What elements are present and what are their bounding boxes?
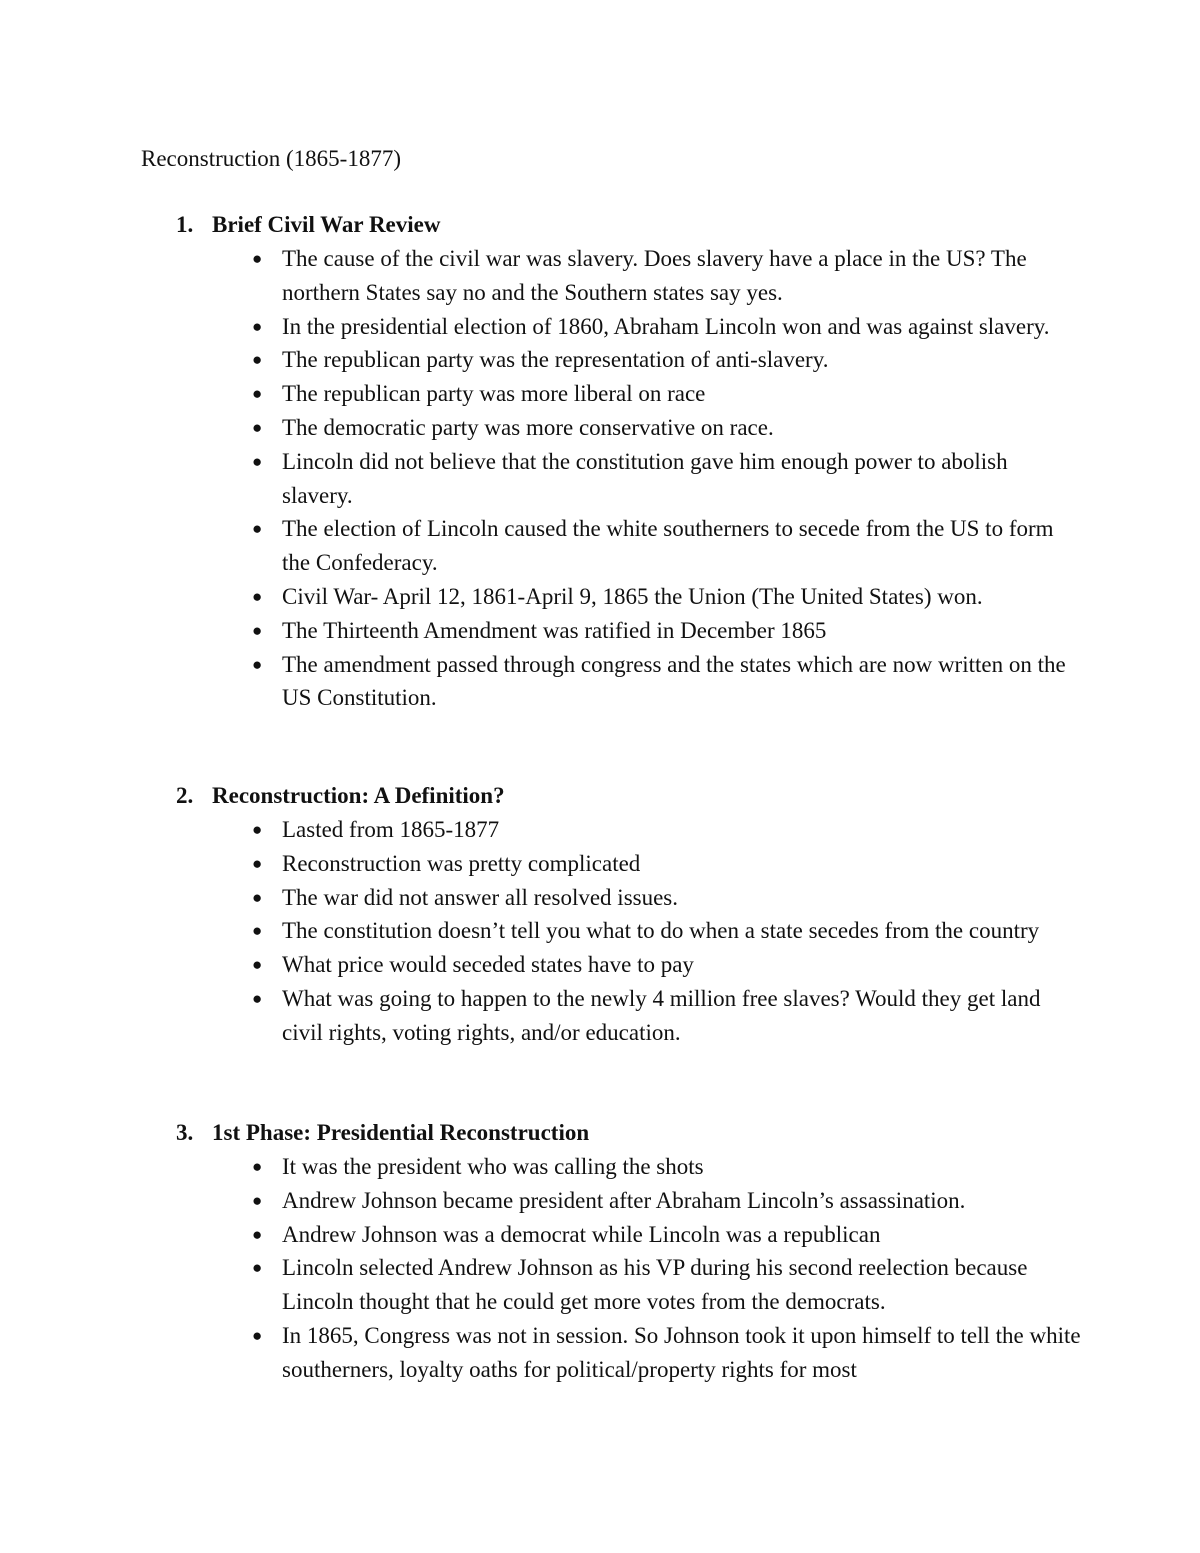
bullet-icon: ● bbox=[252, 1325, 263, 1345]
list-item bbox=[0, 377, 1082, 411]
list-item bbox=[0, 948, 1082, 982]
list-item-text: Andrew Johnson was a democrat while Lincoln was a republican bbox=[282, 1221, 881, 1247]
list-item-text: What was going to happen to the newly 4 million free slaves? Would they get land civil rights, voting rights, and/or education. bbox=[282, 985, 1041, 1045]
bullet-icon: ● bbox=[252, 1224, 263, 1244]
bullet-list bbox=[0, 242, 1082, 715]
bullet-icon: ● bbox=[252, 955, 263, 975]
list-item bbox=[0, 310, 1082, 344]
list-item-text: In the presidential election of 1860, Abraham Lincoln won and was against slavery. bbox=[282, 313, 1050, 339]
bullet-list bbox=[0, 813, 1082, 1050]
list-item bbox=[0, 411, 1082, 445]
list-item-text: The republican party was more liberal on race bbox=[282, 381, 706, 407]
bullet-icon: ● bbox=[252, 519, 263, 539]
list-item bbox=[0, 881, 1082, 915]
list-item bbox=[0, 580, 1082, 614]
bullet-icon: ● bbox=[252, 921, 263, 941]
list-item-text: It was the president who was calling the shots bbox=[282, 1154, 704, 1179]
list-item bbox=[0, 982, 1082, 1050]
list-item-text: Lincoln did not believe that the constitution gave him enough power to abolish slavery. bbox=[282, 448, 1008, 508]
list-item bbox=[0, 914, 1082, 948]
list-item-text: Lasted from 1865-1877 bbox=[282, 817, 500, 842]
section-number: 1. bbox=[176, 212, 194, 237]
list-item-text: Reconstruction was pretty complicated bbox=[282, 850, 641, 876]
list-item bbox=[0, 648, 1082, 716]
section-heading bbox=[176, 779, 505, 813]
list-item-text: The democratic party was more conservative on race. bbox=[282, 414, 774, 440]
list-item bbox=[0, 1184, 1082, 1218]
list-item-text: What price would seceded states have to pay bbox=[282, 952, 694, 978]
list-item-text: In 1865, Congress was not in session. So Johnson took it upon himself to tell the white southerners, loyalty oaths for political/property rights for most bbox=[282, 1322, 1081, 1382]
list-item-text: The republican party was the representation of anti-slavery. bbox=[282, 347, 829, 373]
list-item-text: The Thirteenth Amendment was ratified in December 1865 bbox=[282, 617, 827, 643]
section-heading bbox=[176, 208, 440, 242]
bullet-icon: ● bbox=[252, 1157, 263, 1176]
list-item bbox=[0, 1251, 1082, 1319]
list-item bbox=[0, 1218, 1082, 1252]
list-item-text: The amendment passed through congress and the states which are now written on the US Constitution. bbox=[282, 651, 1066, 711]
bullet-icon: ● bbox=[252, 417, 263, 437]
section-number: 2. bbox=[176, 783, 194, 808]
section-heading-text: 1st Phase: Presidential Reconstruction bbox=[212, 1120, 590, 1145]
list-item-text: The war did not answer all resolved issues. bbox=[282, 884, 679, 910]
list-item bbox=[0, 242, 1082, 310]
list-item-text: Lincoln selected Andrew Johnson as his VP during his second reelection because Lincoln thought that he could get more votes from the democrats. bbox=[282, 1255, 1028, 1315]
bullet-icon: ● bbox=[252, 586, 263, 606]
bullet-icon: ● bbox=[252, 316, 263, 336]
bullet-list bbox=[0, 1150, 1082, 1387]
list-item bbox=[0, 512, 1082, 580]
bullet-icon: ● bbox=[252, 620, 263, 640]
list-item-text: The constitution doesn’t tell you what to do when a state secedes from the country bbox=[282, 918, 1040, 944]
list-item bbox=[0, 813, 1082, 847]
list-item-text: The election of Lincoln caused the white southerners to secede from the US to form the Confederacy. bbox=[282, 516, 1054, 576]
bullet-icon: ● bbox=[252, 249, 263, 268]
list-item bbox=[0, 847, 1082, 881]
document-title: Reconstruction (1865-1877) bbox=[141, 146, 401, 171]
bullet-icon: ● bbox=[252, 988, 263, 1008]
bullet-icon: ● bbox=[252, 654, 263, 674]
list-item bbox=[0, 445, 1082, 513]
section-heading-text: Brief Civil War Review bbox=[212, 212, 441, 237]
bullet-icon: ● bbox=[252, 1258, 263, 1278]
list-item-text: The cause of the civil war was slavery. Does slavery have a place in the US? The northern States say no and the Southern states say yes. bbox=[282, 246, 1027, 305]
bullet-icon: ● bbox=[252, 1190, 263, 1210]
list-item bbox=[0, 343, 1082, 377]
list-item-text: Andrew Johnson became president after Abraham Lincoln’s assassination. bbox=[282, 1187, 966, 1213]
list-item bbox=[0, 614, 1082, 648]
bullet-icon: ● bbox=[252, 451, 263, 471]
bullet-icon: ● bbox=[252, 853, 263, 873]
bullet-icon: ● bbox=[252, 350, 263, 370]
bullet-icon: ● bbox=[252, 887, 263, 907]
section-heading bbox=[176, 1116, 589, 1150]
list-item bbox=[0, 1150, 1082, 1184]
section-heading-text: Reconstruction: A Definition? bbox=[212, 783, 505, 808]
list-item-text: Civil War- April 12, 1861-April 9, 1865 the Union (The United States) won. bbox=[282, 583, 983, 609]
bullet-icon: ● bbox=[252, 820, 263, 839]
list-item bbox=[0, 1319, 1082, 1387]
bullet-icon: ● bbox=[252, 384, 263, 404]
section-number: 3. bbox=[176, 1120, 194, 1145]
